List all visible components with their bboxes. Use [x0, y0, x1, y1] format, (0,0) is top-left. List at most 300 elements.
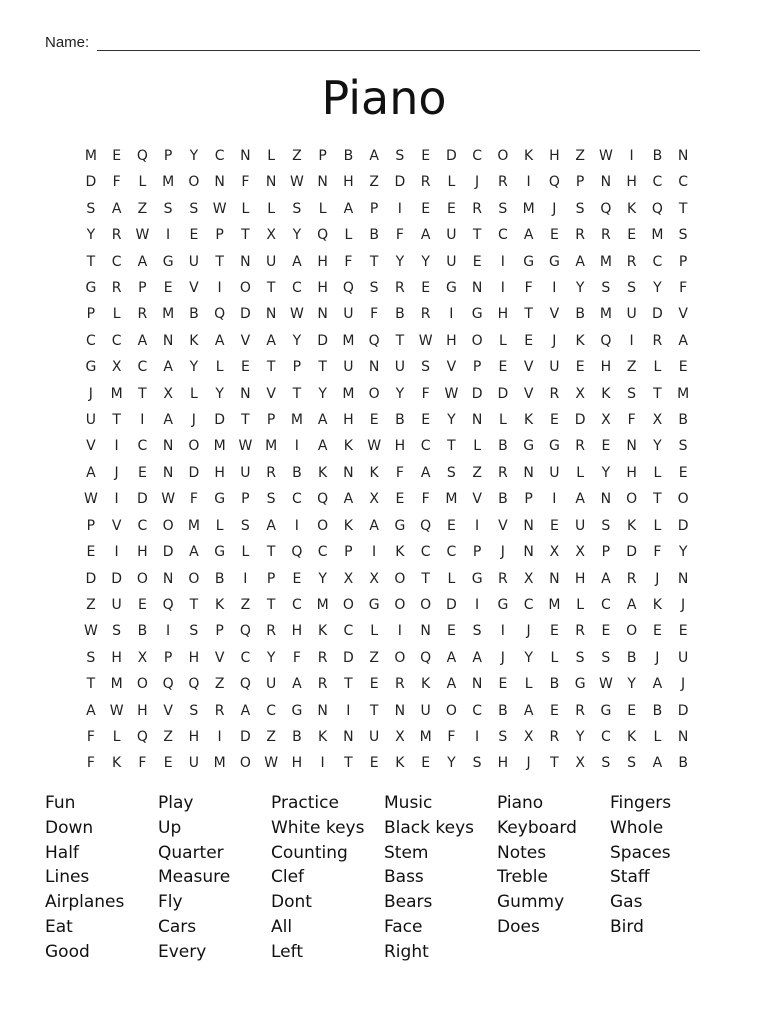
- grid-letter: C: [291, 280, 302, 297]
- word-list-item: Black keys: [384, 817, 475, 838]
- grid-letter: E: [549, 517, 559, 534]
- grid-row: [78, 539, 696, 565]
- grid-letter: U: [343, 359, 354, 376]
- grid-letter: M: [342, 332, 355, 349]
- word-list-item: Stem: [384, 842, 429, 863]
- grid-letter: H: [137, 702, 148, 719]
- grid-letter: B: [549, 676, 560, 693]
- grid-letter: C: [446, 544, 457, 561]
- grid-letter: K: [524, 148, 534, 164]
- grid-letter: C: [600, 596, 611, 613]
- grid-letter: R: [549, 728, 560, 745]
- word-list-item: Quarter: [158, 842, 224, 863]
- grid-row: [78, 381, 696, 407]
- word-list-item: Fly: [158, 892, 183, 913]
- grid-letter: J: [552, 200, 557, 217]
- grid-letter: C: [214, 148, 225, 164]
- word-list-item: Right: [384, 941, 429, 962]
- grid-letter: U: [240, 464, 251, 481]
- grid-letter: I: [526, 174, 531, 191]
- grid-letter: N: [343, 464, 354, 481]
- grid-letter: Z: [214, 676, 225, 693]
- grid-letter: N: [162, 464, 174, 481]
- grid-letter: A: [137, 253, 148, 270]
- grid-letter: U: [626, 306, 637, 323]
- grid-letter: G: [291, 702, 303, 719]
- grid-letter: L: [498, 412, 507, 429]
- word-list-item: White keys: [271, 817, 365, 838]
- grid-row: [78, 592, 696, 618]
- grid-letter: A: [446, 649, 457, 666]
- grid-letter: Z: [163, 728, 173, 745]
- grid-letter: N: [162, 332, 174, 349]
- grid-letter: L: [318, 200, 327, 217]
- grid-letter: B: [292, 464, 302, 481]
- grid-letter: N: [162, 438, 174, 455]
- grid-letter: M: [599, 306, 612, 323]
- word-list-item: Fingers: [610, 793, 672, 813]
- grid-letter: O: [317, 517, 329, 534]
- grid-letter: J: [475, 174, 480, 191]
- grid-letter: C: [240, 649, 251, 666]
- grid-letter: N: [317, 702, 328, 719]
- grid-letter: E: [137, 596, 147, 613]
- grid-letter: A: [652, 676, 663, 693]
- grid-letter: W: [83, 623, 98, 640]
- grid-letter: K: [627, 200, 637, 217]
- grid-letter: P: [601, 544, 611, 561]
- grid-letter: B: [652, 148, 663, 164]
- grid-letter: S: [627, 280, 637, 297]
- grid-letter: P: [266, 570, 276, 587]
- grid-letter: Y: [447, 755, 456, 772]
- grid-letter: A: [137, 332, 148, 349]
- grid-letter: D: [394, 174, 406, 191]
- grid-letter: P: [266, 412, 276, 429]
- grid-letter: R: [472, 200, 482, 217]
- grid-letter: Q: [368, 332, 380, 349]
- grid-letter: A: [292, 253, 302, 270]
- grid-letter: Q: [162, 596, 174, 613]
- grid-letter: L: [112, 306, 121, 323]
- grid-letter: T: [344, 676, 353, 693]
- grid-letter: F: [627, 412, 636, 429]
- grid-letter: S: [112, 623, 122, 640]
- grid-letter: S: [292, 200, 302, 217]
- grid-letter: L: [653, 728, 662, 745]
- grid-letter: G: [214, 491, 226, 508]
- grid-letter: J: [552, 332, 557, 349]
- grid-letter: E: [498, 676, 508, 693]
- grid-letter: E: [498, 359, 508, 376]
- grid-letter: C: [291, 596, 302, 613]
- word-list-item: Practice: [271, 793, 339, 813]
- grid-letter: K: [112, 755, 122, 772]
- grid-row: [78, 645, 696, 671]
- grid-letter: M: [419, 728, 432, 745]
- grid-letter: T: [550, 755, 559, 772]
- grid-letter: M: [162, 174, 175, 191]
- grid-letter: P: [163, 649, 173, 666]
- grid-letter: O: [342, 596, 354, 613]
- grid-letter: J: [500, 649, 505, 666]
- grid-letter: Y: [292, 332, 302, 349]
- grid-letter: E: [369, 412, 379, 429]
- grid-letter: I: [114, 544, 119, 561]
- grid-letter: X: [575, 544, 585, 561]
- grid-letter: E: [549, 412, 559, 429]
- grid-letter: N: [471, 280, 483, 297]
- grid-letter: X: [523, 728, 534, 745]
- grid-letter: N: [394, 702, 406, 719]
- grid-letter: X: [575, 755, 585, 772]
- grid-letter: K: [601, 385, 611, 402]
- grid-letter: G: [471, 570, 483, 587]
- grid-letter: A: [420, 464, 431, 481]
- grid-letter: E: [627, 227, 637, 244]
- grid-letter: E: [549, 623, 559, 640]
- grid-letter: S: [395, 148, 405, 164]
- grid-letter: O: [626, 623, 638, 640]
- grid-letter: S: [678, 438, 688, 455]
- word-list-row: [45, 940, 745, 965]
- grid-letter: R: [111, 280, 122, 297]
- grid-letter: L: [344, 227, 353, 244]
- grid-letter: E: [189, 227, 199, 244]
- grid-letter: K: [575, 332, 585, 349]
- grid-letter: J: [655, 649, 660, 666]
- grid-letter: V: [214, 649, 225, 666]
- grid-letter: N: [523, 464, 534, 481]
- grid-letter: H: [137, 544, 148, 561]
- grid-letter: M: [84, 148, 97, 164]
- grid-letter: I: [475, 728, 480, 745]
- grid-letter: I: [114, 438, 119, 455]
- word-list-item: Staff: [610, 867, 650, 888]
- grid-letter: U: [266, 253, 277, 270]
- grid-letter: R: [498, 570, 508, 587]
- grid-letter: D: [677, 517, 689, 534]
- grid-letter: N: [214, 174, 225, 191]
- grid-row: [78, 143, 696, 169]
- grid-letter: P: [86, 517, 96, 534]
- grid-letter: C: [652, 174, 663, 191]
- grid-letter: A: [163, 359, 173, 376]
- grid-row: [78, 750, 696, 776]
- grid-letter: V: [163, 702, 173, 719]
- grid-letter: E: [240, 359, 250, 376]
- grid-letter: A: [523, 702, 534, 719]
- grid-letter: S: [472, 623, 482, 640]
- grid-letter: Q: [214, 306, 226, 323]
- grid-letter: E: [421, 755, 431, 772]
- grid-letter: H: [394, 438, 406, 455]
- grid-letter: F: [447, 728, 456, 745]
- grid-letter: Y: [627, 676, 636, 693]
- grid-letter: S: [498, 728, 508, 745]
- grid-letter: T: [86, 253, 96, 270]
- word-list-item: Whole: [610, 817, 664, 838]
- grid-letter: S: [86, 649, 96, 666]
- grid-letter: U: [446, 227, 457, 244]
- grid-letter: J: [681, 676, 686, 693]
- grid-row: [78, 169, 696, 195]
- grid-letter: M: [290, 412, 303, 429]
- grid-letter: K: [189, 332, 199, 349]
- grid-letter: B: [214, 570, 225, 587]
- grid-letter: W: [83, 491, 98, 508]
- grid-letter: I: [243, 570, 248, 587]
- grid-letter: M: [445, 491, 458, 508]
- grid-letter: E: [292, 570, 302, 587]
- grid-letter: I: [114, 491, 119, 508]
- grid-letter: V: [111, 517, 122, 534]
- word-list-item: Left: [271, 941, 303, 962]
- grid-row: [78, 460, 696, 486]
- grid-letter: Q: [239, 623, 251, 640]
- grid-letter: S: [240, 517, 250, 534]
- grid-letter: X: [369, 491, 379, 508]
- grid-letter: R: [317, 676, 328, 693]
- grid-letter: W: [598, 676, 613, 693]
- grid-letter: R: [601, 227, 611, 244]
- grid-letter: L: [653, 359, 662, 376]
- grid-letter: F: [86, 728, 95, 745]
- grid-letter: P: [318, 148, 327, 164]
- grid-letter: P: [524, 491, 533, 508]
- grid-letter: W: [418, 332, 433, 349]
- word-list-item: Dont: [271, 892, 312, 913]
- grid-letter: Y: [292, 227, 302, 244]
- grid-letter: Y: [678, 544, 688, 561]
- grid-letter: O: [471, 332, 483, 349]
- grid-letter: O: [239, 755, 251, 772]
- grid-letter: H: [291, 755, 303, 772]
- grid-row: [78, 486, 696, 512]
- grid-letter: A: [86, 464, 96, 481]
- grid-letter: Y: [266, 649, 276, 666]
- grid-letter: M: [677, 385, 690, 402]
- grid-letter: T: [266, 544, 276, 561]
- grid-letter: F: [524, 280, 533, 297]
- grid-letter: R: [652, 332, 663, 349]
- word-list-row: [45, 865, 745, 890]
- grid-letter: V: [523, 359, 534, 376]
- grid-letter: D: [111, 570, 123, 587]
- grid-letter: M: [599, 253, 612, 270]
- grid-letter: H: [626, 464, 637, 481]
- grid-letter: L: [473, 438, 482, 455]
- grid-letter: A: [266, 332, 276, 349]
- grid-row: [78, 249, 696, 275]
- grid-letter: A: [317, 438, 328, 455]
- grid-letter: P: [163, 148, 173, 164]
- grid-letter: Q: [136, 148, 148, 164]
- grid-row: [78, 698, 696, 724]
- grid-letter: A: [86, 702, 96, 719]
- grid-letter: I: [294, 438, 299, 455]
- grid-letter: T: [318, 359, 327, 376]
- grid-letter: K: [395, 544, 405, 561]
- grid-letter: H: [214, 464, 225, 481]
- grid-letter: C: [652, 253, 663, 270]
- grid-letter: R: [626, 570, 637, 587]
- grid-letter: J: [526, 755, 531, 772]
- grid-letter: C: [472, 148, 483, 164]
- grid-letter: O: [368, 385, 380, 402]
- grid-letter: M: [187, 517, 200, 534]
- grid-letter: V: [498, 517, 508, 534]
- grid-letter: K: [343, 517, 353, 534]
- grid-letter: V: [523, 385, 534, 402]
- grid-letter: R: [111, 227, 122, 244]
- grid-letter: R: [266, 464, 276, 481]
- grid-letter: I: [217, 728, 222, 745]
- grid-row: [78, 328, 696, 354]
- grid-letter: J: [114, 464, 119, 481]
- grid-letter: R: [575, 227, 585, 244]
- grid-letter: S: [627, 385, 637, 402]
- grid-letter: A: [343, 491, 354, 508]
- grid-letter: I: [346, 702, 351, 719]
- grid-letter: Y: [189, 148, 199, 164]
- grid-letter: H: [317, 253, 328, 270]
- grid-letter: W: [212, 200, 227, 217]
- grid-letter: C: [111, 332, 122, 349]
- grid-letter: T: [344, 755, 353, 772]
- grid-letter: E: [601, 623, 611, 640]
- grid-letter: I: [629, 148, 634, 164]
- grid-letter: G: [548, 438, 560, 455]
- grid-letter: S: [601, 280, 611, 297]
- grid-letter: B: [498, 491, 508, 508]
- grid-letter: B: [626, 649, 637, 666]
- grid-letter: V: [678, 306, 688, 323]
- grid-letter: S: [601, 649, 611, 666]
- grid-letter: N: [317, 174, 328, 191]
- grid-letter: T: [292, 385, 302, 402]
- grid-letter: T: [138, 385, 147, 402]
- grid-row: [78, 301, 696, 327]
- grid-letter: E: [601, 438, 611, 455]
- grid-letter: Y: [575, 280, 585, 297]
- grid-letter: U: [188, 755, 199, 772]
- grid-letter: U: [394, 359, 405, 376]
- word-list-item: Good: [45, 941, 90, 962]
- grid-letter: E: [421, 200, 431, 217]
- word-list-item: Half: [45, 842, 79, 863]
- grid-letter: C: [600, 728, 611, 745]
- grid-row: [78, 513, 696, 539]
- grid-letter: E: [421, 412, 431, 429]
- grid-letter: Z: [575, 148, 585, 164]
- grid-letter: T: [653, 491, 662, 508]
- grid-letter: L: [653, 464, 662, 481]
- grid-letter: I: [449, 306, 454, 323]
- grid-letter: H: [317, 280, 328, 297]
- word-list-item: Bird: [610, 916, 644, 937]
- grid-letter: F: [421, 385, 430, 402]
- grid-letter: D: [471, 385, 483, 402]
- grid-letter: O: [136, 570, 148, 587]
- grid-letter: E: [678, 464, 688, 481]
- grid-letter: C: [85, 332, 96, 349]
- grid-letter: R: [420, 306, 431, 323]
- grid-letter: Y: [524, 649, 533, 666]
- grid-letter: N: [549, 570, 560, 587]
- grid-letter: K: [318, 623, 328, 640]
- grid-letter: N: [677, 728, 689, 745]
- grid-letter: I: [166, 623, 171, 640]
- grid-letter: B: [343, 148, 354, 164]
- grid-letter: W: [161, 491, 176, 508]
- grid-letter: C: [420, 438, 431, 455]
- grid-letter: O: [445, 702, 457, 719]
- grid-letter: O: [394, 649, 406, 666]
- grid-letter: T: [189, 596, 199, 613]
- grid-letter: A: [111, 200, 122, 217]
- grid-letter: E: [678, 359, 688, 376]
- grid-letter: L: [112, 728, 121, 745]
- word-list-item: Measure: [158, 867, 231, 888]
- word-list-item: Cars: [158, 916, 197, 937]
- grid-letter: F: [395, 464, 404, 481]
- grid-letter: N: [343, 728, 354, 745]
- grid-letter: N: [523, 517, 534, 534]
- grid-letter: Q: [162, 676, 174, 693]
- grid-letter: B: [652, 702, 663, 719]
- grid-letter: U: [111, 596, 122, 613]
- grid-letter: B: [678, 755, 688, 772]
- grid-letter: V: [446, 359, 457, 376]
- grid-letter: G: [162, 253, 174, 270]
- grid-letter: A: [678, 332, 688, 349]
- grid-letter: G: [497, 596, 509, 613]
- grid-letter: F: [344, 253, 353, 270]
- grid-letter: A: [240, 702, 251, 719]
- grid-letter: D: [85, 570, 97, 587]
- grid-letter: E: [446, 517, 456, 534]
- grid-letter: E: [446, 623, 456, 640]
- grid-letter: Z: [626, 359, 637, 376]
- grid-letter: Y: [395, 253, 405, 270]
- grid-letter: W: [444, 385, 459, 402]
- grid-letter: H: [549, 148, 560, 164]
- word-list-item: Eat: [45, 916, 73, 937]
- grid-letter: H: [574, 570, 586, 587]
- grid-letter: U: [369, 728, 380, 745]
- grid-letter: C: [291, 491, 302, 508]
- grid-letter: W: [264, 755, 279, 772]
- grid-letter: O: [497, 148, 509, 164]
- name-underline: [97, 50, 700, 51]
- grid-letter: L: [215, 359, 224, 376]
- grid-letter: L: [189, 385, 198, 402]
- grid-letter: R: [498, 174, 508, 191]
- grid-letter: I: [500, 253, 505, 270]
- grid-letter: S: [446, 464, 456, 481]
- grid-letter: Y: [653, 438, 662, 455]
- grid-letter: U: [266, 676, 277, 693]
- grid-letter: F: [679, 280, 688, 297]
- grid-letter: A: [214, 332, 225, 349]
- grid-letter: N: [162, 570, 174, 587]
- grid-letter: W: [135, 227, 150, 244]
- grid-letter: O: [162, 517, 174, 534]
- grid-letter: T: [241, 412, 250, 429]
- grid-letter: G: [574, 676, 586, 693]
- grid-letter: C: [111, 253, 122, 270]
